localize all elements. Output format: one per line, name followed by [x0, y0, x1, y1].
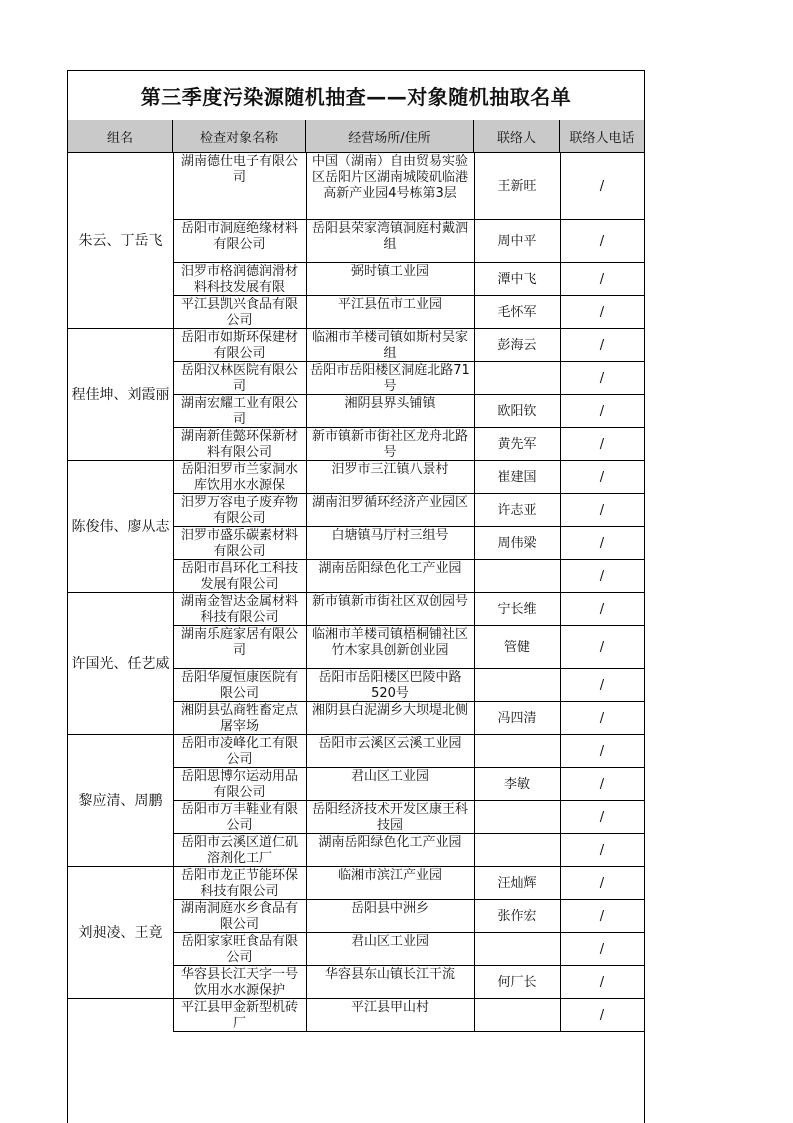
cell-address: 湘阴县界头铺镇 — [344, 396, 436, 411]
cell-address: 新市镇新市街社区龙舟北路号 — [311, 429, 468, 460]
cell-contact: 彭海云 — [497, 337, 537, 353]
cell-phone: / — [599, 436, 605, 452]
cell-contact — [477, 560, 557, 593]
cell-contact — [477, 362, 557, 395]
cell-company: 岳阳市云溪区道仁矶溶剂化工厂 — [180, 835, 298, 866]
cell-phone: / — [599, 403, 605, 419]
cell-address: 岳阳市岳阳楼区巴陵中路520号 — [318, 670, 462, 701]
cell-address: 岳阳市岳阳楼区洞庭北路71号 — [310, 363, 470, 394]
cell-company: 湘阴县弘商牲畜定点屠宰场 — [180, 703, 298, 734]
cell-phone: / — [599, 842, 605, 858]
cell-address: 岳阳经济技术开发区康王科技园 — [311, 802, 468, 833]
cell-contact: 汪灿辉 — [497, 875, 537, 891]
cell-address: 湘阴县白泥湖乡大坝堤北侧 — [311, 703, 468, 718]
column-divider — [474, 153, 475, 1032]
cell-address: 君山区工业园 — [350, 934, 429, 949]
cell-phone: / — [599, 776, 605, 792]
cell-phone: / — [599, 535, 605, 551]
cell-contact: 冯四清 — [497, 710, 537, 726]
cell-contact: 毛怀军 — [497, 304, 537, 320]
cell-address: 岳阳县中洲乡 — [350, 901, 429, 916]
cell-company: 岳阳市万丰鞋业有限公司 — [180, 802, 298, 833]
cell-contact: 王新旺 — [497, 178, 537, 194]
cell-contact: 崔建国 — [497, 469, 537, 485]
cell-company: 湖南德仕电子有限公司 — [180, 154, 298, 185]
cell-phone: / — [599, 178, 605, 194]
group-name: 黎应清、周鹏 — [78, 793, 163, 809]
cell-company: 平江县甲金新型机砖厂 — [180, 1000, 298, 1031]
spreadsheet-table — [67, 70, 645, 1123]
cell-phone: / — [599, 370, 605, 386]
cell-address: 白塘镇马厅村三组号 — [331, 528, 449, 543]
cell-contact: 欧阳钦 — [497, 403, 537, 419]
cell-phone: / — [599, 568, 605, 584]
cell-address: 汨罗市三江镇八景村 — [331, 462, 449, 477]
cell-contact: 许志亚 — [497, 502, 537, 518]
cell-company: 湖南宏耀工业有限公司 — [180, 396, 298, 427]
column-divider — [560, 153, 561, 1032]
cell-address: 君山区工业园 — [350, 769, 429, 784]
header-address: 经营场所/住所 — [306, 120, 474, 152]
cell-phone: / — [599, 233, 605, 249]
cell-contact: 张作宏 — [497, 908, 537, 924]
cell-contact — [477, 834, 557, 867]
cell-company: 湖南乐庭家居有限公司 — [180, 627, 298, 658]
cell-contact: 何厂长 — [497, 974, 537, 990]
cell-address: 中国（湖南）自由贸易实验区岳阳片区湖南城陵矶临港高新产业园4号栋第3层 — [311, 154, 468, 201]
cell-address: 平江县伍市工业园 — [337, 297, 442, 312]
cell-phone: / — [599, 639, 605, 655]
cell-address: 弼时镇工业园 — [350, 264, 429, 279]
column-divider — [306, 153, 307, 1032]
cell-phone: / — [599, 469, 605, 485]
cell-company: 汨罗市格润德润滑材料科技发展有限 — [180, 264, 298, 295]
cell-phone: / — [599, 710, 605, 726]
cell-address: 临湘市羊楼司镇如斯村吴家组 — [311, 330, 468, 361]
cell-phone: / — [599, 271, 605, 287]
group-name: 刘昶凌、王竟 — [78, 925, 163, 941]
cell-phone: / — [599, 304, 605, 320]
cell-company: 岳阳市龙正节能环保科技有限公司 — [180, 868, 298, 899]
cell-phone: / — [599, 974, 605, 990]
cell-contact: 周中平 — [497, 233, 537, 249]
cell-address: 华容县东山镇长江干流 — [324, 967, 455, 982]
cell-company: 湖南洞庭水乡食品有限公司 — [180, 901, 298, 932]
cell-company: 华容县长江天字一号饮用水水源保护 — [180, 967, 298, 998]
cell-company: 岳阳市昌环化工科技发展有限公司 — [180, 561, 298, 592]
cell-contact — [477, 933, 557, 966]
cell-contact: 周伟梁 — [497, 535, 537, 551]
page-title: 第三季度污染源随机抽查——对象随机抽取名单 — [68, 71, 644, 121]
cell-contact — [477, 999, 557, 1032]
cell-phone: / — [599, 743, 605, 759]
cell-company: 湖南金智达金属材料科技有限公司 — [180, 594, 298, 625]
cell-address: 湖南岳阳绿色化工产业园 — [318, 561, 462, 576]
cell-address: 新市镇新市街社区双创园号 — [311, 594, 468, 609]
header-contact: 联络人 — [474, 120, 560, 152]
cell-company: 岳阳市如斯环保建材有限公司 — [180, 330, 298, 361]
cell-company: 湖南新佳懿环保新材料有限公司 — [180, 429, 298, 460]
cell-company: 岳阳市凌峰化工有限公司 — [180, 736, 298, 767]
cell-address: 湖南汨罗循环经济产业园区 — [311, 495, 468, 510]
cell-phone: / — [599, 1007, 605, 1023]
group-name: 程佳坤、刘霞丽 — [71, 387, 170, 403]
cell-address: 湖南岳阳绿色化工产业园 — [318, 835, 462, 850]
cell-company: 岳阳思博尔运动用品有限公司 — [180, 769, 298, 800]
group-name: 陈俊伟、廖从志 — [71, 519, 170, 535]
cell-phone: / — [599, 337, 605, 353]
cell-company: 岳阳家家旺食品有限公司 — [180, 934, 298, 965]
cell-phone: / — [599, 809, 605, 825]
cell-contact: 潭中飞 — [497, 271, 537, 287]
row-divider — [173, 1031, 644, 1032]
header-company: 检查对象名称 — [173, 120, 306, 152]
cell-company: 岳阳汨罗市兰家洞水库饮用水水源保 — [180, 462, 298, 493]
cell-company: 岳阳华厦恒康医院有限公司 — [180, 670, 298, 701]
cell-phone: / — [599, 908, 605, 924]
cell-contact: 李敏 — [503, 776, 530, 792]
table-header-row — [68, 120, 644, 153]
cell-company: 平江县凯兴食品有限公司 — [180, 297, 298, 328]
column-divider — [173, 153, 174, 1032]
cell-address: 岳阳县荣家湾镇洞庭村戴泗组 — [311, 221, 468, 252]
cell-contact: 黄先军 — [497, 436, 537, 452]
header-group: 组名 — [68, 120, 173, 152]
cell-address: 平江县甲山村 — [350, 1000, 429, 1015]
group-name: 朱云、丁岳飞 — [78, 233, 163, 249]
cell-company: 汨罗市盛乐碳素材料有限公司 — [180, 528, 298, 559]
cell-contact: 管健 — [503, 639, 530, 655]
cell-address: 临湘市滨江产业园 — [337, 868, 442, 883]
cell-phone: / — [599, 502, 605, 518]
cell-contact: 宁长维 — [497, 601, 537, 617]
cell-address: 岳阳市云溪区云溪工业园 — [318, 736, 462, 751]
header-phone: 联络人电话 — [569, 130, 635, 146]
cell-company: 岳阳市洞庭绝缘材料有限公司 — [180, 221, 298, 252]
cell-phone: / — [599, 677, 605, 693]
group-name — [68, 999, 173, 1032]
cell-contact — [477, 669, 557, 702]
group-name: 许国光、任艺威 — [71, 656, 170, 672]
cell-company: 岳阳汉林医院有限公司 — [180, 363, 298, 394]
cell-phone: / — [599, 875, 605, 891]
cell-phone: / — [599, 601, 605, 617]
cell-contact — [477, 801, 557, 834]
cell-contact — [477, 735, 557, 768]
cell-address: 临湘市羊楼司镇梧桐铺社区竹木家具创新创业园 — [311, 627, 468, 658]
cell-phone: / — [599, 941, 605, 957]
cell-company: 汨罗万容电子废弃物有限公司 — [180, 495, 298, 526]
